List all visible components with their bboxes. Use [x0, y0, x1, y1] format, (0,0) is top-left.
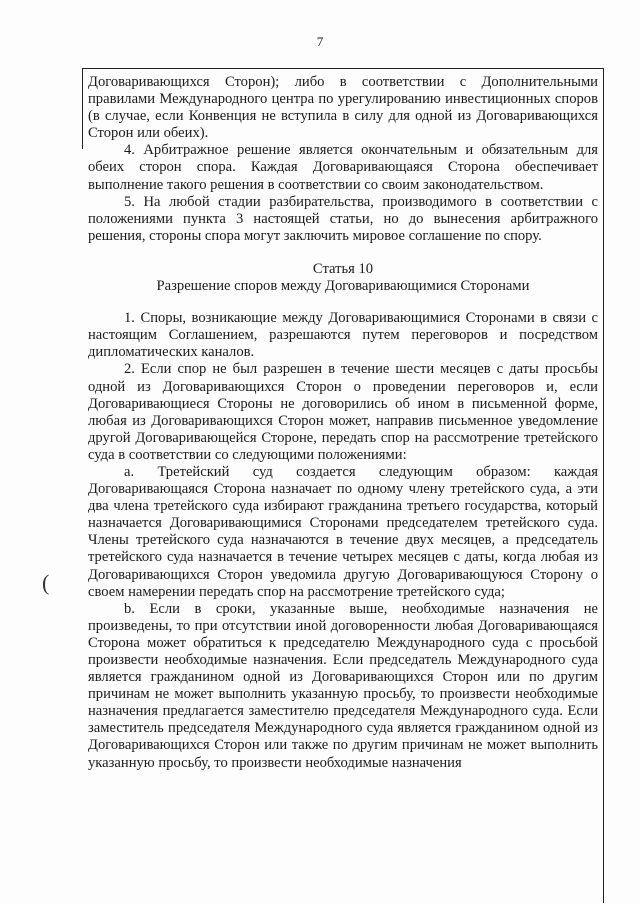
article-item-b: b. Если в сроки, указанные выше, необходимые назначения не произведены, то при отсутствии иной договоренности любая Договаривающаяся Сторона может обратиться к председателю Международного суда с просьбой произвести необходимые назначения. Если председатель Международного суда является гражданином одной из Договаривающихся Сторон или по другим причинам не может выполнить указанную просьбу, то произвести необходимые назначения предлагается заместителю председателя Международного суда. Если заместитель председателя Международного суда является гражданином одной из Договаривающихся Сторон или также по другим причинам не может выполнить указанную просьбу, то произвести необходимые назначения: [88, 600, 598, 771]
frame-left-border: [82, 68, 83, 149]
article-title: Статья 10: [312, 260, 374, 277]
article-item-a: а. Третейский суд создается следующим образом: каждая Договаривающаяся Сторона назначает по одному члену третейского суда, а эти два члена третейского суда избирают гражданина третьего государства, который назначается Договаривающимися Сторонами председателем третейского суда. Члены третейского суда назначаются в течение двух месяцев, а председатель третейского суда назначается в течение четырех месяцев с даты, когда любая из Договаривающихся Сторон уведомила другую Договаривающуюся Сторону о своем намерении передать спор на рассмотрение третейского суда;: [88, 463, 598, 600]
paragraph-5: 5. На любой стадии разбирательства, производимого в соответствии с положениями пункта 3 настоящей статьи, но до вынесения арбитражного решения, стороны спора могут заключить мировое соглашение по спору.: [88, 193, 598, 244]
article-subtitle: Разрешение споров между Договаривающимися Сторонами: [156, 278, 530, 295]
article-paragraph-1: 1. Споры, возникающие между Договаривающимися Сторонами в связи с настоящим Соглашением, разрешаются путем переговоров и посредством дипломатических каналов.: [88, 310, 598, 361]
frame-top-border: [82, 68, 604, 69]
margin-bracket-mark: (: [42, 570, 50, 595]
article-paragraph-2: 2. Если спор не был разрешен в течение шести месяцев с даты просьбы одной из Договаривающихся Сторон о проведении переговоров и, если Договаривающиеся Стороны не договорились об ином в письменной форме, любая из Договаривающихся Сторон может, направив письменное уведомление другой Договаривающейся Стороне, передать спор на рассмотрение третейского суда в соответствии со следующими положениями:: [88, 361, 598, 463]
document-body: [88, 74, 598, 772]
paragraph-4: 4. Арбитражное решение является окончательным и обязательным для обеих сторон спора. Каждая Договаривающаяся Сторона обеспечивает выполнение такого решения в соответствии со своим законодательством.: [88, 142, 598, 193]
paragraph-continuation: Договаривающихся Сторон); либо в соответствии с Дополнительными правилами Международного центра по урегулированию инвестиционных споров (в случае, если Конвенция не вступила в силу для одной из Договаривающихся Сторон или обеих).: [88, 74, 598, 142]
page-number: 7: [316, 34, 324, 49]
frame-right-border: [603, 68, 604, 903]
